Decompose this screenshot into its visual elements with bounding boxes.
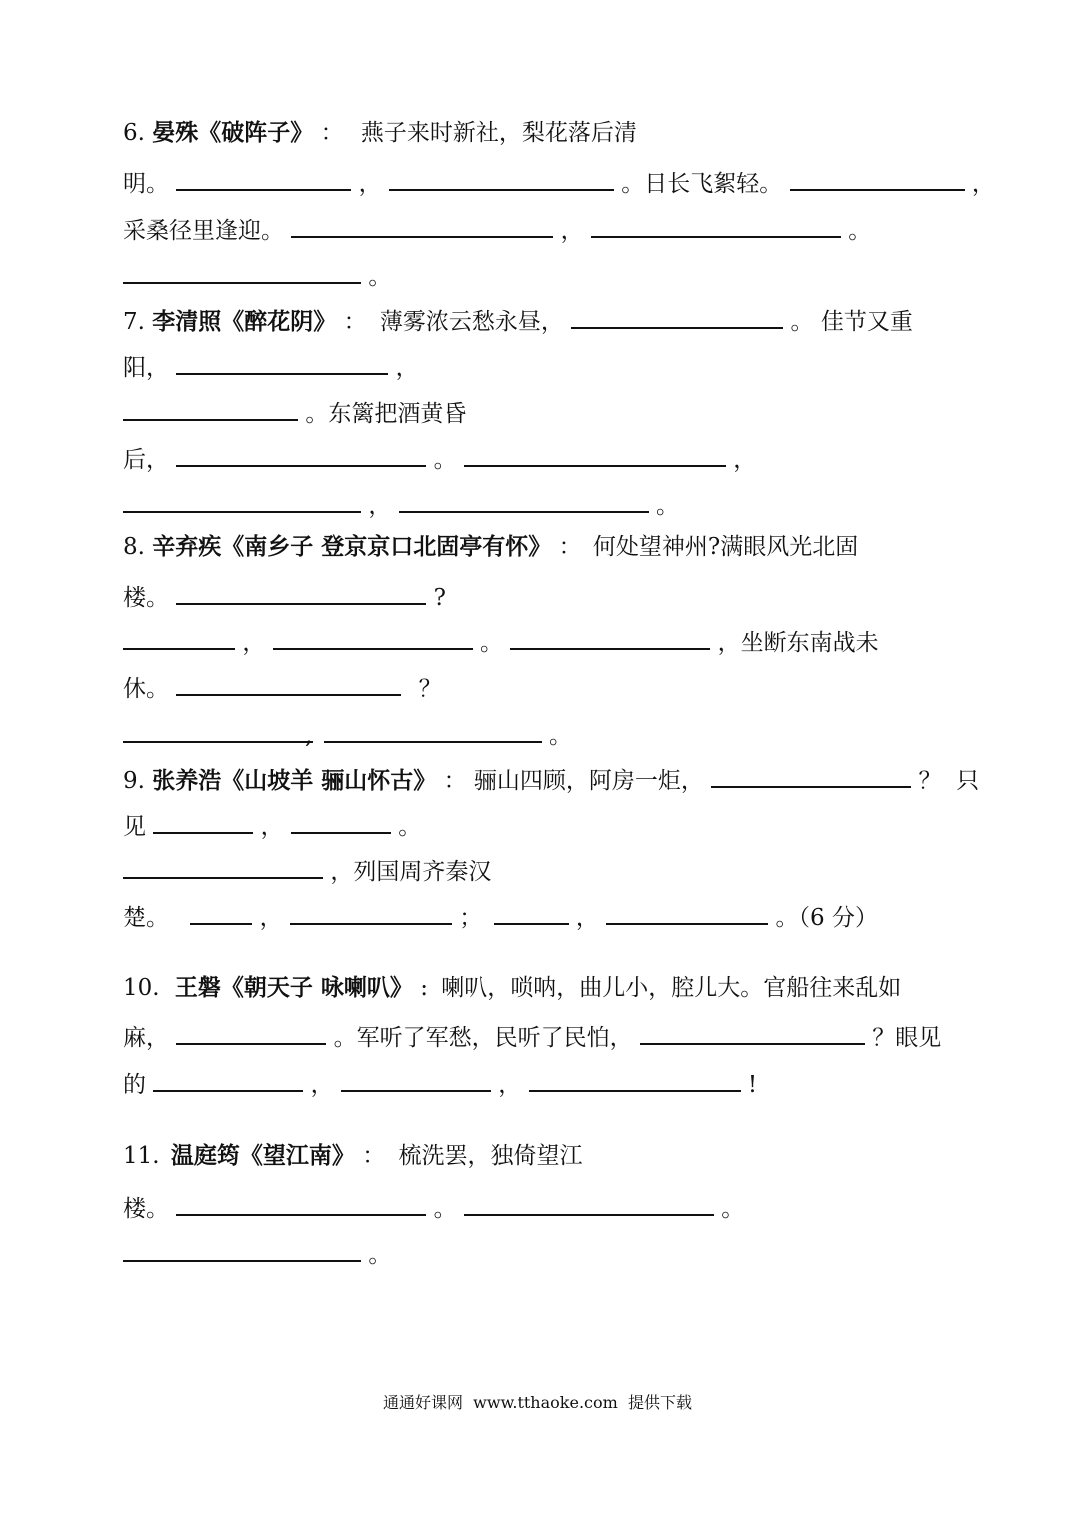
q9-line1: [123, 762, 979, 792]
q8-text: ，坐断东南战未: [717, 630, 879, 656]
q10-text: 喇叭，唢呐，曲儿小，腔儿大。官船往来乱如: [441, 975, 902, 1001]
answer-blank[interactable]: [591, 212, 841, 238]
answer-blank[interactable]: [494, 899, 569, 925]
q7-text: 薄雾浓云愁永昼，: [379, 309, 564, 335]
q11-separator: ：: [362, 1143, 386, 1169]
punctuation: ，: [560, 218, 584, 244]
answer-blank[interactable]: [190, 899, 252, 925]
q10-text: ？眼见: [872, 1025, 942, 1051]
q7-line5: [123, 487, 679, 517]
q6-line4: [123, 258, 391, 288]
punctuation: 。: [368, 264, 392, 290]
q6-text: 。日长飞絮轻。: [621, 171, 783, 197]
q8-line1: [123, 532, 858, 562]
q10-line3: [123, 1066, 757, 1096]
q9-text: 骊山四顾，阿房一炬，: [473, 768, 704, 794]
q6-line1: [123, 118, 637, 148]
answer-blank[interactable]: [123, 487, 361, 513]
q6-text: 燕子来时新社，梨花落后清: [360, 120, 637, 146]
punctuation: 。: [655, 493, 679, 519]
punctuation: ，: [395, 355, 419, 381]
q10-text: 麻，: [123, 1025, 169, 1051]
q9-score: 。（6 分）: [775, 905, 878, 931]
punctuation: ，: [971, 171, 995, 197]
q10-line2: [123, 1019, 941, 1049]
answer-blank[interactable]: [291, 212, 553, 238]
answer-blank[interactable]: [324, 717, 542, 743]
answer-blank[interactable]: [123, 853, 323, 879]
answer-blank[interactable]: [290, 899, 452, 925]
answer-blank[interactable]: [176, 441, 426, 467]
answer-blank[interactable]: [123, 258, 361, 284]
answer-blank[interactable]: [464, 441, 726, 467]
punctuation: 。: [368, 1242, 392, 1268]
q7-line3: [123, 395, 466, 425]
answer-blank[interactable]: [123, 395, 298, 421]
punctuation: 。: [398, 814, 422, 840]
q10-title: 王磐《朝天子 咏喇叭》: [174, 974, 413, 1001]
answer-blank[interactable]: [123, 624, 235, 650]
answer-blank[interactable]: [176, 165, 351, 191]
q9-line4: [123, 899, 878, 929]
punctuation: ，: [575, 905, 599, 931]
answer-blank[interactable]: [341, 1066, 491, 1092]
q6-line3: [123, 212, 871, 242]
q7-separator: ：: [343, 309, 367, 335]
q10-number: 10.: [123, 975, 160, 1001]
punctuation: 。: [721, 1196, 745, 1222]
answer-blank[interactable]: [790, 165, 965, 191]
q9-separator: ：: [443, 768, 467, 794]
page-footer: 通通好课网 www.tthaoke.com 提供下载: [383, 1393, 692, 1412]
q9-line2: [123, 808, 421, 838]
answer-blank[interactable]: [529, 1066, 741, 1092]
answer-blank[interactable]: [464, 1190, 714, 1216]
punctuation: ；: [459, 905, 483, 931]
q8-line3: [123, 624, 879, 654]
q10-text: 。军听了军愁，民听了民怕，: [333, 1025, 633, 1051]
q8-separator: ：: [558, 534, 582, 560]
answer-blank[interactable]: [389, 165, 614, 191]
q11-line2: [123, 1190, 744, 1220]
q11-text: 梳洗罢，独倚望江: [398, 1143, 583, 1169]
answer-blank[interactable]: [123, 717, 313, 743]
answer-blank[interactable]: [510, 624, 710, 650]
q7-number: 7.: [123, 309, 145, 335]
punctuation: ，: [733, 447, 757, 473]
answer-blank[interactable]: [711, 762, 911, 788]
q11-line3: [123, 1236, 391, 1266]
q9-number: 9.: [123, 768, 145, 794]
q8-line4: [123, 670, 442, 700]
q9-title: 张养浩《山坡羊 骊山怀古》: [152, 767, 437, 794]
q10-separator: :: [420, 975, 428, 1001]
punctuation: ,: [305, 723, 313, 749]
q9-text: 楚。: [123, 905, 169, 931]
answer-blank[interactable]: [176, 349, 388, 375]
punctuation: 。: [848, 218, 872, 244]
punctuation: ，: [498, 1072, 522, 1098]
punctuation: 。: [548, 723, 572, 749]
q8-text: 何处望神州?满眼风光北固: [592, 534, 859, 560]
q7-text: 。东篱把酒黄昏: [305, 401, 467, 427]
answer-blank[interactable]: [571, 303, 783, 329]
punctuation: ?: [433, 585, 446, 611]
q9-text: ，列国周齐秦汉: [330, 859, 492, 885]
q7-title: 李清照《醉花阴》: [152, 308, 337, 335]
q7-text: 。 佳节又重: [790, 309, 913, 335]
q6-title: 晏殊《破阵子》: [152, 119, 314, 146]
q11-text: 楼。: [123, 1196, 169, 1222]
q7-line1: [123, 303, 913, 333]
answer-blank[interactable]: [176, 1019, 326, 1045]
q8-text: 楼。: [123, 585, 169, 611]
answer-blank[interactable]: [176, 1190, 426, 1216]
q10-text: 的: [123, 1072, 146, 1098]
q8-line5: [123, 717, 572, 747]
q6-separator: ：: [320, 120, 344, 146]
q8-line2: [123, 579, 446, 609]
q7-line2: [123, 349, 419, 379]
q8-text: 休。: [123, 676, 169, 702]
answer-blank[interactable]: [153, 1066, 303, 1092]
punctuation: 。: [433, 447, 457, 473]
answer-blank[interactable]: [273, 624, 473, 650]
punctuation: ，: [358, 171, 382, 197]
q9-text: ？ 只: [918, 768, 980, 794]
q6-text: 采桑径里逢迎。: [123, 218, 284, 244]
q11-line1: [123, 1141, 583, 1171]
punctuation: ，: [260, 814, 284, 840]
q10-line1: [123, 973, 901, 1003]
q8-number: 8.: [123, 534, 145, 560]
q9-text: 见: [123, 814, 146, 840]
punctuation: ，: [259, 905, 283, 931]
answer-blank[interactable]: [291, 808, 391, 834]
answer-blank[interactable]: [123, 1236, 361, 1262]
punctuation: !: [747, 1072, 758, 1098]
punctuation: ，: [310, 1072, 334, 1098]
answer-blank[interactable]: [606, 899, 768, 925]
q6-number: 6.: [123, 120, 145, 146]
punctuation: ？: [418, 676, 442, 702]
punctuation: 。: [433, 1196, 457, 1222]
q7-text: 阳，: [123, 355, 169, 381]
answer-blank[interactable]: [176, 670, 401, 696]
q11-title: 温庭筠《望江南》: [170, 1142, 355, 1169]
q6-line2: [123, 165, 995, 195]
answer-blank[interactable]: [399, 487, 649, 513]
punctuation: ，: [242, 630, 266, 656]
q9-line3: [123, 853, 491, 883]
punctuation: ，: [368, 493, 392, 519]
q7-text: 后，: [123, 447, 169, 473]
answer-blank[interactable]: [176, 579, 426, 605]
answer-blank[interactable]: [640, 1019, 865, 1045]
q11-number: 11.: [123, 1143, 160, 1169]
q7-line4: [123, 441, 756, 471]
q6-text: 明。: [123, 171, 169, 197]
q8-title: 辛弃疾《南乡子 登京京口北固亭有怀》: [152, 533, 552, 560]
answer-blank[interactable]: [153, 808, 253, 834]
punctuation: 。: [479, 630, 503, 656]
